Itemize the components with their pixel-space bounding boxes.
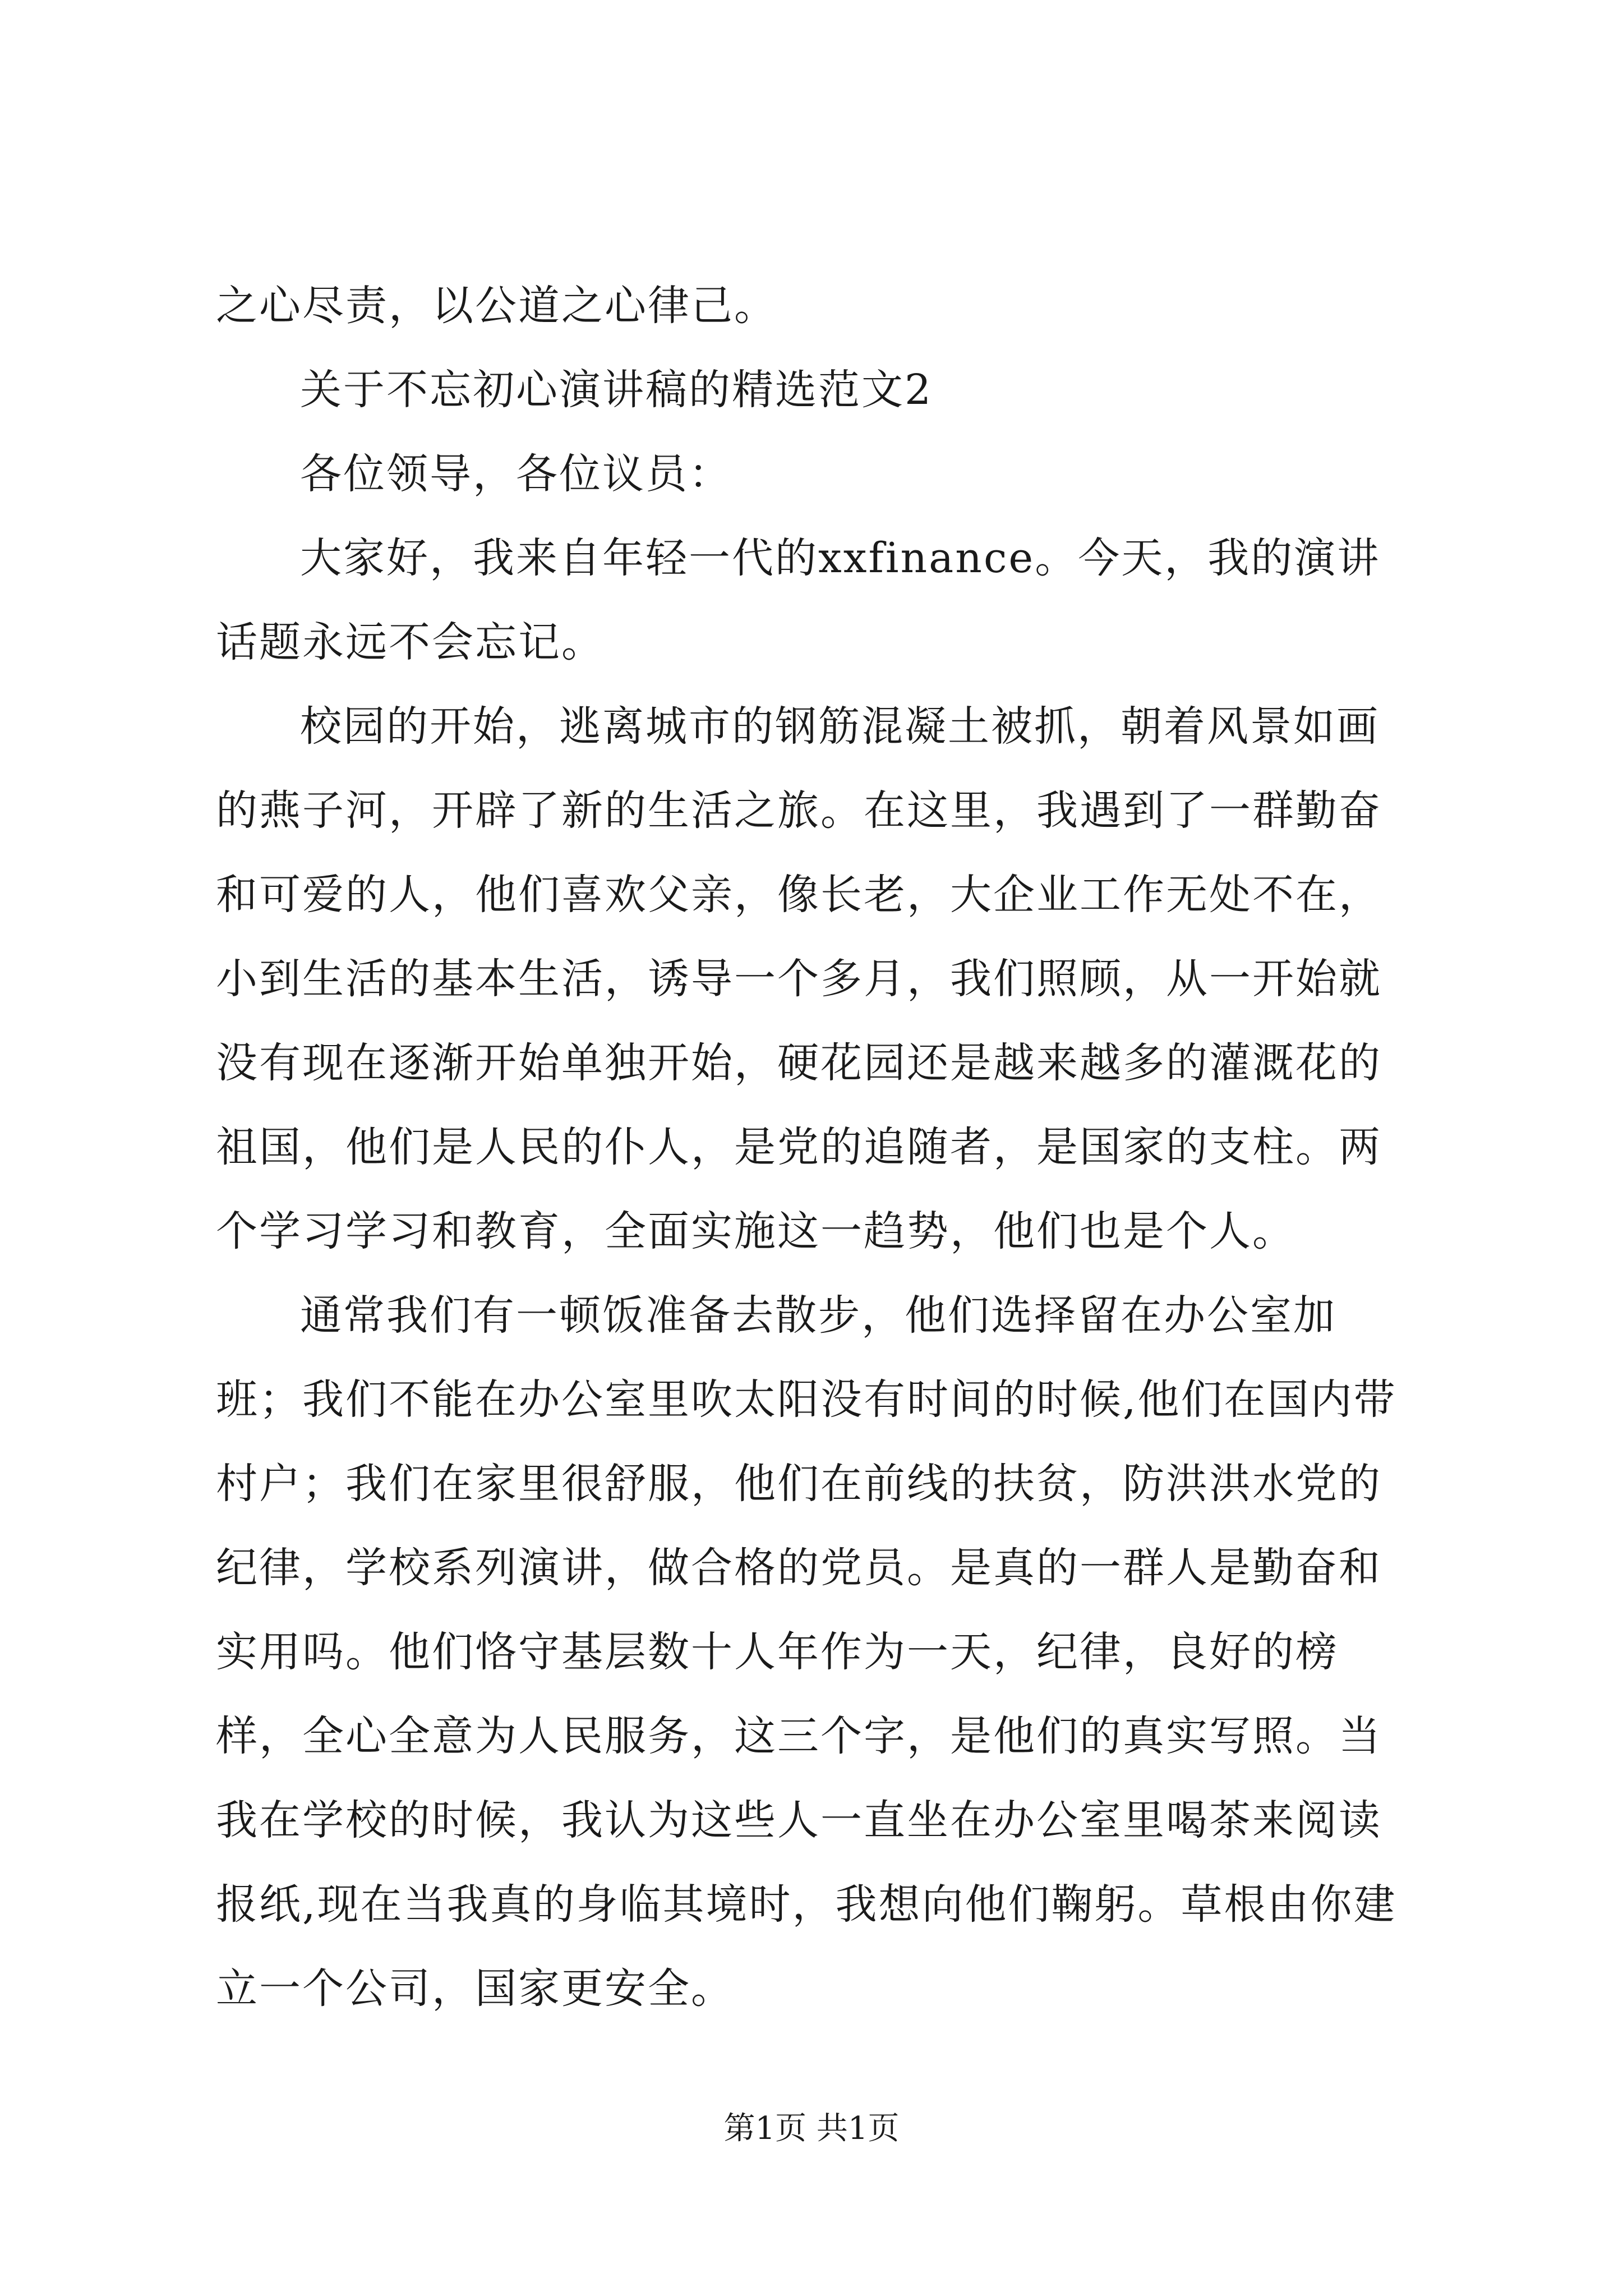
paragraph-campus: 校园的开始，逃离城市的钢筋混凝土被抓，朝着风景如画的燕子河，开辟了新的生活之旅。在这里，我遇到了一群勤奋和可爱的人，他们喜欢父亲，像长老，大企业工作无处不在，小到生活的基本生活，诱导一个多月，我们照顾，从一开始就没有现在逐渐开始单独开始，硬花园还是越来越多的灌溉花的祖国，他们是人民的仆人，是党的追随者，是国家的支柱。两个学习学习和教育，全面实施这一趋势，他们也是个人。 (216, 702, 1382, 1255)
paragraph-work: 通常我们有一顿饭准备去散步，他们选择留在办公室加班；我们不能在办公室里吹太阳没有时间的时候,他们在国内带村户；我们在家里很舒服，他们在前线的扶贫，防洪洪水党的纪律，学校系列演讲，做合格的党员。是真的一群人是勤奋和实用吗。他们恪守基层数十人年作为一天，纪律，良好的榜样，全心全意为人民服务，这三个字，是他们的真实写照。当我在学校的时候，我认为这些人一直坐在办公室里喝茶来阅读报纸,现在当我真的身临其境时，我想向他们鞠躬。草根由你建立一个公司，国家更安全。 (216, 1291, 1397, 2013)
document-body (216, 264, 1422, 2031)
page-number-label: 第1页 共1页 (723, 2110, 900, 2147)
salutation: 各位领导，各位议员： (300, 450, 732, 498)
paragraph-greeting: 大家好，我来自年轻一代的xxfinance。今天，我的演讲话题永远不会忘记。 (216, 534, 1381, 666)
section-heading: 关于不忘初心演讲稿的精选范文2 (300, 366, 933, 414)
paragraph-continuation: 之心尽责，以公道之心律己。 (216, 282, 777, 330)
page-footer (0, 2106, 1623, 2151)
